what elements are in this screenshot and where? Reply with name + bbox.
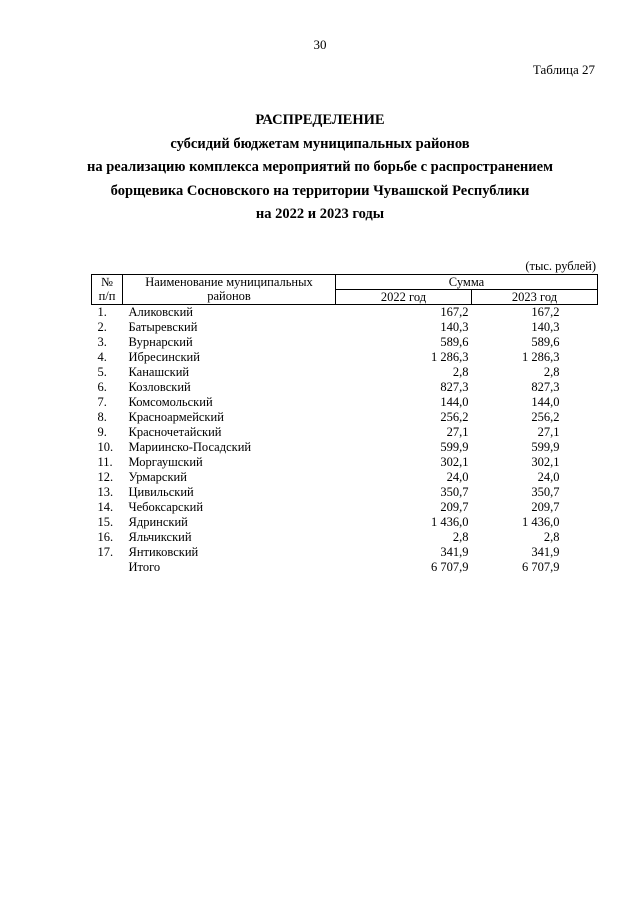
header-num-line1: № [101, 275, 113, 289]
amount-2022: 144,0 [440, 395, 469, 409]
unit-label: (тыс. рублей) [525, 259, 596, 273]
table-row [92, 530, 598, 545]
row-number: 5. [97, 365, 107, 379]
district-name: Мариинско-Посадский [128, 440, 252, 454]
amount-2023: 1 436,0 [522, 515, 560, 529]
district-name: Ядринский [128, 515, 188, 529]
row-number: 7. [97, 395, 107, 409]
row-number: 13. [97, 485, 114, 499]
header-name-line1: Наименование муниципальных [145, 275, 313, 289]
amount-2022: 1 436,0 [431, 515, 469, 529]
amount-2022: 341,9 [440, 545, 469, 559]
amount-2022: 27,1 [446, 425, 469, 439]
amount-2022: 589,6 [440, 335, 469, 349]
table-row [92, 440, 598, 455]
district-name: Урмарский [128, 470, 187, 484]
amount-2022: 599,9 [440, 440, 469, 454]
row-number: 1. [97, 305, 107, 319]
table-row [92, 320, 598, 335]
district-name: Батыревский [128, 320, 198, 334]
amount-2023: 144,0 [531, 395, 560, 409]
district-name: Моргаушский [128, 455, 203, 469]
title-line: субсидий бюджетам муниципальных районов [170, 135, 470, 152]
amount-2023: 350,7 [531, 485, 560, 499]
table-row [92, 455, 598, 470]
amount-2023: 167,2 [531, 305, 560, 319]
district-name: Яльчикский [128, 530, 192, 544]
distribution-table [91, 274, 598, 575]
total-2023: 6 707,9 [522, 560, 560, 574]
title-line: борщевика Сосновского на территории Чувашской Республики [110, 182, 530, 199]
amount-2022: 350,7 [440, 485, 469, 499]
amount-2023: 2,8 [543, 530, 560, 544]
title-line: на 2022 и 2023 годы [255, 206, 385, 222]
row-number: 6. [97, 380, 107, 394]
row-number: 2. [97, 320, 107, 334]
amount-2022: 24,0 [446, 470, 469, 484]
district-name: Цивильский [128, 485, 194, 499]
table-row [92, 485, 598, 500]
table-row [92, 365, 598, 380]
row-number: 10. [97, 440, 114, 454]
district-name: Комсомольский [128, 395, 213, 409]
amount-2023: 341,9 [531, 545, 560, 559]
table-row [92, 395, 598, 410]
district-name: Янтиковский [128, 545, 199, 559]
row-number: 12. [97, 470, 114, 484]
total-2022: 6 707,9 [431, 560, 469, 574]
district-name: Канашский [128, 365, 190, 379]
header-year-2022: 2022 год [336, 290, 472, 305]
table-row [92, 350, 598, 365]
total-row [92, 560, 598, 575]
row-number: 8. [97, 410, 107, 424]
table-row [92, 335, 598, 350]
amount-2023: 589,6 [531, 335, 560, 349]
amount-2022: 2,8 [452, 365, 469, 379]
amount-2023: 140,3 [531, 320, 560, 334]
total-label: Итого [128, 560, 161, 574]
district-name: Чебоксарский [128, 500, 204, 514]
amount-2022: 302,1 [440, 455, 469, 469]
table-row [92, 545, 598, 560]
document-title [0, 109, 640, 227]
header-name-line2: районов [207, 289, 251, 303]
header-row [92, 275, 598, 290]
row-number: 9. [97, 425, 107, 439]
district-name: Вурнарский [128, 335, 193, 349]
row-number: 4. [97, 350, 107, 364]
header-name [123, 275, 336, 305]
table-body [92, 305, 598, 576]
row-number: 17. [97, 545, 114, 559]
row-number: 14. [97, 500, 114, 514]
amount-2022: 2,8 [452, 530, 469, 544]
table-reference: Таблица 27 [532, 62, 595, 77]
page-number: 30 [313, 37, 327, 52]
amount-2023: 2,8 [543, 365, 560, 379]
amount-2023: 302,1 [531, 455, 560, 469]
table-row [92, 380, 598, 395]
header-num [92, 275, 123, 305]
table-row [92, 470, 598, 485]
row-number: 15. [97, 515, 114, 529]
title-line: на реализацию комплекса мероприятий по борьбе с распространением [87, 159, 553, 175]
table-row [92, 425, 598, 440]
amount-2022: 209,7 [440, 500, 469, 514]
table-row [92, 305, 598, 321]
district-name: Красноармейский [128, 410, 224, 424]
row-number: 11. [97, 455, 113, 469]
row-number: 16. [97, 530, 114, 544]
title-line: РАСПРЕДЕЛЕНИЕ [255, 112, 385, 128]
table-row [92, 410, 598, 425]
district-name: Красночетайский [128, 425, 222, 439]
table-row [92, 500, 598, 515]
header-num-line2: п/п [98, 289, 116, 303]
table-row [92, 515, 598, 530]
amount-2023: 209,7 [531, 500, 560, 514]
row-number: 3. [97, 335, 107, 349]
amount-2022: 827,3 [440, 380, 469, 394]
amount-2023: 27,1 [537, 425, 560, 439]
amount-2023: 24,0 [537, 470, 560, 484]
amount-2022: 140,3 [440, 320, 469, 334]
amount-2023: 827,3 [531, 380, 560, 394]
header-year-2023: 2023 год [472, 290, 598, 305]
district-name: Аликовский [128, 305, 193, 319]
amount-2023: 1 286,3 [522, 350, 560, 364]
total-num-cell [92, 560, 123, 575]
amount-2023: 599,9 [531, 440, 560, 454]
amount-2022: 1 286,3 [431, 350, 469, 364]
amount-2022: 256,2 [440, 410, 469, 424]
amount-2023: 256,2 [531, 410, 560, 424]
district-name: Ибресинский [128, 350, 200, 364]
district-name: Козловский [128, 380, 191, 394]
header-sum: Сумма [336, 275, 598, 290]
amount-2022: 167,2 [440, 305, 469, 319]
